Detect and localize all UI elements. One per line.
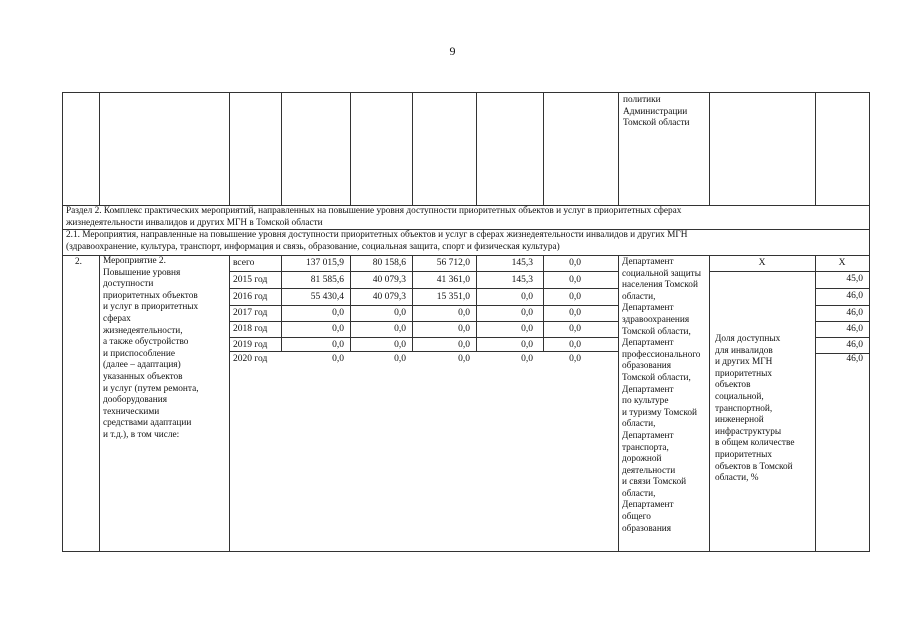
value-federal: 40 079,3 xyxy=(372,275,406,285)
value-other: 0,0 xyxy=(569,292,581,302)
divider xyxy=(815,271,869,272)
subsection-header: 2.1. Мероприятия, направленные на повышение уровня доступности приоритетных объектов и услуг в сферах жизнедеятельности инвалидов и других МГН (здравоохранение, культура, транспорт, информация и связь, образование, социальная защита, спорт и физическая культура) xyxy=(66,230,688,252)
value-total: 0,0 xyxy=(332,340,344,350)
value-local: 145,3 xyxy=(511,258,533,268)
divider xyxy=(99,93,100,205)
divider xyxy=(618,93,619,205)
indicator-value: 45,0 xyxy=(846,274,863,284)
value-other: 0,0 xyxy=(569,340,581,350)
value-local: 0,0 xyxy=(521,340,533,350)
divider xyxy=(229,255,230,551)
divider xyxy=(350,93,351,205)
divider xyxy=(229,321,618,322)
divider xyxy=(229,288,618,289)
divider xyxy=(99,255,100,551)
value-regional: 56 712,0 xyxy=(436,258,470,268)
divider xyxy=(709,255,710,551)
indicator-mark: Х xyxy=(758,258,766,268)
value-federal: 40 079,3 xyxy=(372,292,406,302)
value-other: 0,0 xyxy=(569,354,581,364)
divider xyxy=(543,93,544,205)
year-label: 2019 год xyxy=(233,340,268,350)
divider xyxy=(815,337,869,338)
divider xyxy=(815,93,816,205)
value-regional: 15 351,0 xyxy=(436,292,470,302)
divider xyxy=(709,93,710,205)
value-federal: 80 158,6 xyxy=(372,258,406,268)
divider xyxy=(815,288,869,289)
value-other: 0,0 xyxy=(569,258,581,268)
value-federal: 0,0 xyxy=(394,308,406,318)
value-other: 0,0 xyxy=(569,308,581,318)
divider xyxy=(815,305,869,306)
value-regional: 0,0 xyxy=(458,354,470,364)
divider xyxy=(281,93,282,205)
value-other: 0,0 xyxy=(569,275,581,285)
divider xyxy=(229,305,618,306)
year-label: 2020 год xyxy=(233,354,268,364)
section-header: Раздел 2. Комплекс практических мероприятий, направленных на повышение уровня доступности приоритетных объектов и услуг в приоритетных сферах жизнедеятельности инвалидов и других МГН в Томской области xyxy=(66,206,682,228)
divider xyxy=(815,321,869,322)
department-continuation: политики Администрации Томской области xyxy=(623,95,690,129)
page-number: 9 xyxy=(449,44,456,58)
year-label: 2015 год xyxy=(233,275,268,285)
value-other: 0,0 xyxy=(569,324,581,334)
value-regional: 41 361,0 xyxy=(436,275,470,285)
indicator-value: 46,0 xyxy=(846,354,863,364)
value-local: 0,0 xyxy=(521,292,533,302)
measure-number: 2. xyxy=(75,257,82,267)
divider xyxy=(709,271,815,272)
value-local: 0,0 xyxy=(521,354,533,364)
year-label: 2018 год xyxy=(233,324,268,334)
indicator-value: 46,0 xyxy=(846,291,863,301)
value-total: 0,0 xyxy=(332,354,344,364)
value-total: 0,0 xyxy=(332,308,344,318)
divider xyxy=(476,93,477,205)
value-local: 0,0 xyxy=(521,324,533,334)
divider xyxy=(412,93,413,205)
year-label: всего xyxy=(233,258,255,268)
measure-name: Мероприятие 2. Повышение уровня доступности приоритетных объектов и услуг в приоритетных сферах жизнедеятельности, а также обустройство и приспособление (далее – адаптация) указанных объектов и услуг (путем ремонта, дооборудования техническими средствами адаптации и т.д.), в том числе: xyxy=(103,256,199,440)
value-regional: 0,0 xyxy=(458,308,470,318)
indicator-value: 46,0 xyxy=(846,324,863,334)
value-total: 0,0 xyxy=(332,324,344,334)
value-federal: 0,0 xyxy=(394,340,406,350)
value-federal: 0,0 xyxy=(394,354,406,364)
year-label: 2017 год xyxy=(233,308,268,318)
indicator-value: 46,0 xyxy=(846,340,863,350)
value-total: 137 015,9 xyxy=(306,258,344,268)
year-label: 2016 год xyxy=(233,292,268,302)
value-total: 55 430,4 xyxy=(310,292,344,302)
value-total: 81 585,6 xyxy=(310,275,344,285)
value-regional: 0,0 xyxy=(458,324,470,334)
value-mark: Х xyxy=(838,258,846,268)
value-regional: 0,0 xyxy=(458,340,470,350)
value-local: 0,0 xyxy=(521,308,533,318)
divider xyxy=(229,93,230,205)
value-local: 145,3 xyxy=(511,275,533,285)
indicator-description: Доля доступных для инвалидов и других МГН приоритетных объектов социальной, транспортной, инженерной инфраструктуры в общем количестве приоритетных объектов в Томской области, % xyxy=(715,334,795,484)
divider xyxy=(229,271,618,272)
program-table xyxy=(62,92,870,552)
divider xyxy=(229,351,618,352)
responsible-departments: Департамент социальной защиты населения Томской области, Департамент здравоохранения Томской области, Департамент профессионального образования Томской области, Департамент по культуре и туризму Томской области, Департамент транспорта, дорожной деятельности и связи Томской области, Департамент общего образования xyxy=(622,257,701,534)
value-federal: 0,0 xyxy=(394,324,406,334)
divider xyxy=(618,255,619,551)
indicator-value: 46,0 xyxy=(846,308,863,318)
divider xyxy=(229,337,618,338)
